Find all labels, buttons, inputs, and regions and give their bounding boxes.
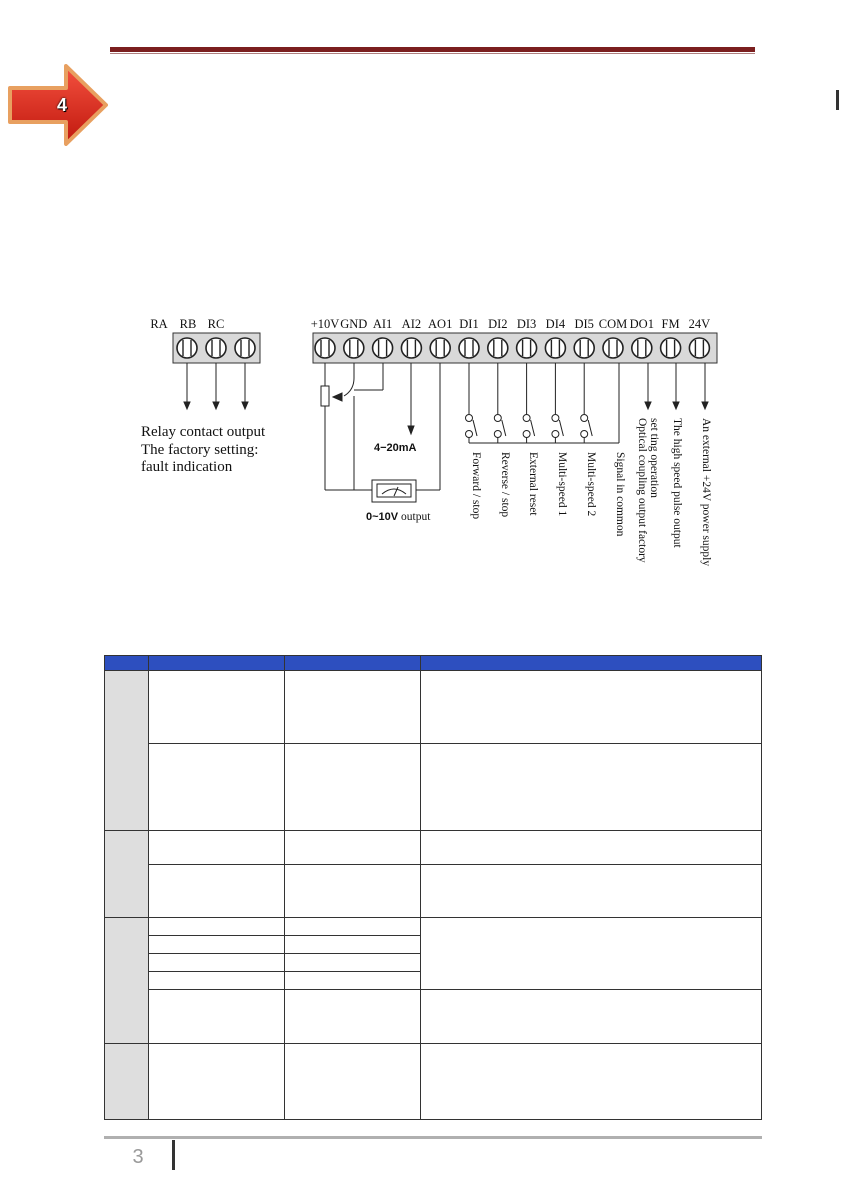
footer-rule: [104, 1136, 762, 1139]
vertical-label-reverse-stop: Reverse / stop: [499, 452, 511, 518]
relay-note-line: fault indication: [141, 459, 233, 475]
table-cell: [149, 865, 285, 918]
table-row: [105, 918, 762, 936]
di-switch: [466, 363, 478, 443]
table-category-cell: [105, 1044, 149, 1120]
control-terminal-label: COM: [598, 317, 628, 331]
control-terminal-label: +10V: [310, 317, 340, 331]
control-screw: [574, 338, 594, 358]
section-number: 4: [56, 95, 67, 115]
table-header-row: [105, 656, 762, 671]
control-terminal-label: DI3: [516, 317, 537, 331]
edge-mark: [836, 90, 839, 110]
table-header-cell: [285, 656, 421, 671]
table-cell: [421, 865, 762, 918]
table-category-cell: [105, 918, 149, 1044]
table-row: [105, 865, 762, 918]
control-screw: [603, 338, 623, 358]
table-cell: [149, 831, 285, 865]
table-row: [105, 671, 762, 744]
table-cell: [285, 990, 421, 1044]
table-header-cell: [105, 656, 149, 671]
table-row: [105, 990, 762, 1044]
table-cell: [285, 671, 421, 744]
di-switch: [494, 363, 506, 443]
relay-terminal-label: RA: [150, 317, 168, 331]
control-terminal-label: FM: [661, 317, 680, 331]
vertical-label-high-speed-pulse: The high speed pulse output: [671, 418, 683, 548]
control-terminal-label: 24V: [688, 317, 711, 331]
relay-screw: [206, 338, 226, 358]
table-cell: [285, 744, 421, 831]
relay-terminal-label: RC: [207, 317, 225, 331]
vertical-label-forward-stop: Forward / stop: [470, 452, 482, 520]
relay-screw: [177, 338, 197, 358]
table-cell: [421, 831, 762, 865]
table-row: [105, 831, 762, 865]
table-cell: [421, 671, 762, 744]
control-screw: [459, 338, 479, 358]
vertical-label-24v-supply: An external +24V power supply: [700, 418, 712, 567]
control-terminal-label: AO1: [428, 317, 453, 331]
di-switch: [523, 363, 535, 443]
header-rule: [110, 47, 755, 52]
relay-terminal-block: [173, 333, 260, 363]
control-screw: [632, 338, 652, 358]
table-cell: [149, 936, 285, 954]
vertical-label-multi-speed-2: Multi-speed 2: [585, 452, 597, 517]
control-screw: [689, 338, 709, 358]
control-terminal-label: DI1: [459, 317, 479, 331]
control-terminal-label: AI1: [372, 317, 393, 331]
vertical-label-signal-common: Signal in common: [614, 452, 626, 537]
control-terminal-label: AI2: [401, 317, 422, 331]
page-number: 3: [132, 1146, 144, 1168]
voltage-output-label: [366, 511, 431, 523]
table-cell: [285, 936, 421, 954]
table-cell: [285, 918, 421, 936]
table-cell: [149, 1044, 285, 1120]
vertical-label-multi-speed-1: Multi-speed 1: [556, 452, 568, 517]
voltage-output-label-rest: output: [398, 511, 431, 523]
control-screw: [517, 338, 537, 358]
relay-note-line: The factory setting:: [141, 442, 259, 458]
table-cell: [149, 671, 285, 744]
table-row: [105, 1044, 762, 1120]
table-header-cell: [149, 656, 285, 671]
wiring-diagram: [136, 308, 736, 608]
vertical-label-optical-coupling-2: set ting operation: [648, 418, 660, 498]
relay-note-line: Relay contact output: [141, 424, 266, 440]
terminal-table: [104, 655, 762, 1120]
control-terminal-label: GND: [340, 317, 368, 331]
voltage-output-label-bold: 0~10V: [366, 511, 399, 523]
di-switch: [581, 363, 593, 443]
control-screw: [545, 338, 565, 358]
table-cell: [149, 744, 285, 831]
control-screw: [315, 338, 335, 358]
control-terminal-label: DI4: [545, 317, 566, 331]
control-terminal-label: DI2: [488, 317, 508, 331]
table-header-cell: [421, 656, 762, 671]
table-cell: [149, 990, 285, 1044]
control-screw: [430, 338, 450, 358]
relay-terminal-label: RB: [179, 317, 197, 331]
table-cell: [285, 1044, 421, 1120]
table-cell: [285, 972, 421, 990]
footer-separator: [172, 1140, 175, 1170]
control-terminal-label: DI5: [574, 317, 594, 331]
vertical-label-optical-coupling: Optical coupling output factory: [636, 418, 648, 563]
table-cell: [421, 918, 762, 990]
table-cell: [421, 1044, 762, 1120]
control-screw: [401, 338, 421, 358]
table-cell: [285, 954, 421, 972]
table-cell: [421, 990, 762, 1044]
control-screw: [488, 338, 508, 358]
control-screw: [373, 338, 393, 358]
table-category-cell: [105, 671, 149, 831]
di-switch: [552, 363, 564, 443]
table-cell: [285, 831, 421, 865]
table-cell: [285, 865, 421, 918]
table-cell: [149, 918, 285, 936]
table-cell: [149, 972, 285, 990]
vertical-label-external-reset: External reset: [527, 452, 539, 516]
table-category-cell: [105, 831, 149, 918]
current-range-label: 4−20mA: [374, 442, 417, 454]
table-row: [105, 744, 762, 831]
header-rule-thin: [110, 53, 755, 54]
relay-screw: [235, 338, 255, 358]
control-screw: [344, 338, 364, 358]
table-cell: [421, 744, 762, 831]
table-cell: [149, 954, 285, 972]
control-screw: [661, 338, 681, 358]
control-terminal-label: DO1: [629, 317, 654, 331]
